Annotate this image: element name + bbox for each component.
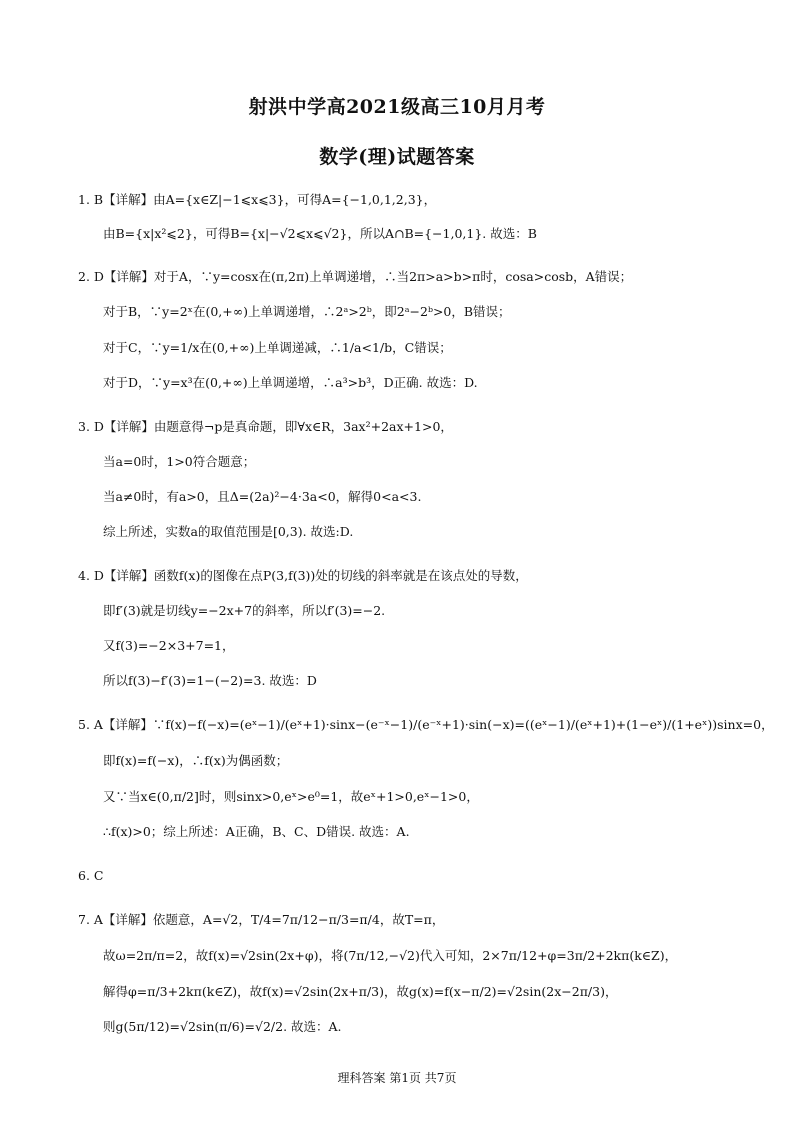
answer-6-line-1: 6. C <box>78 868 104 883</box>
answer-2-line-2: 对于B，∵y=2ˣ在(0,+∞)上单调递增，∴2ᵃ>2ᵇ，即2ᵃ−2ᵇ>0，B错误； <box>103 304 511 319</box>
answer-5-line-2: 即f(x)=f(−x)，∴f(x)为偶函数； <box>103 753 289 768</box>
answer-5-line-3: 又∵当x∈(0,π/2]时，则sinx>0,eˣ>e⁰=1，故eˣ+1>0,eˣ−1>0， <box>103 789 479 804</box>
answer-5-line-4: ∴f(x)>0；综上所述：A正确，B、C、D错误. 故选：A. <box>103 824 410 839</box>
answer-4-line-2: 即f′(3)就是切线y=−2x+7的斜率，所以f′(3)=−2. <box>103 603 386 618</box>
answer-7-line-2: 故ω=2π/π=2，故f(x)=√2sin(2x+φ)，将(7π/12,−√2)代入可知，2×7π/12+φ=3π/2+2kπ(k∈Z)， <box>103 948 678 963</box>
answer-2-line-4: 对于D，∵y=x³在(0,+∞)上单调递增，∴a³>b³，D正确. 故选：D. <box>103 375 478 390</box>
answer-2-line-3: 对于C，∵y=1/x在(0,+∞)上单调递减，∴1/a<1/b，C错误； <box>103 340 452 355</box>
answer-3-line-4: 综上所述，实数a的取值范围是[0,3). 故选:D. <box>103 524 354 539</box>
answer-3-line-1: 3. D【详解】由题意得¬p是真命题，即∀x∈R，3ax²+2ax+1>0， <box>78 419 453 434</box>
answer-7-line-1: 7. A【详解】依题意，A=√2，T/4=7π/12−π/3=π/4，故T=π， <box>78 912 445 927</box>
answer-3-line-2: 当a=0时，1>0符合题意； <box>103 454 256 469</box>
answer-3-line-3: 当a≠0时，有a>0，且Δ=(2a)²−4·3a<0，解得0<a<3. <box>103 489 422 504</box>
page-footer: 理科答案 第1页 共7页 <box>337 1071 457 1085</box>
answer-1-line-1: 1. B【详解】由A={x∈Z|−1⩽x⩽3}，可得A={−1,0,1,2,3}， <box>78 192 437 207</box>
page-subtitle: 数学(理)试题答案 <box>319 146 475 168</box>
answer-7-line-3: 解得φ=π/3+2kπ(k∈Z)，故f(x)=√2sin(2x+π/3)，故g(x)=f(x−π/2)=√2sin(2x−2π/3)， <box>103 984 618 999</box>
answer-2-line-1: 2. D【详解】对于A，∵y=cosx在(π,2π)上单调递增，∴当2π>a>b>π时，cosa>cosb，A错误； <box>78 269 633 284</box>
answer-5-line-1: 5. A【详解】∵f(x)−f(−x)=(eˣ−1)/(eˣ+1)·sinx−(e⁻ˣ−1)/(e⁻ˣ+1)·sin(−x)=((eˣ−1)/(eˣ+1)+(1−eˣ)/(1+eˣ))sinx=0， <box>78 717 774 732</box>
answer-4-line-1: 4. D【详解】函数f(x)的图像在点P(3,f(3))处的切线的斜率就是在该点处的导数， <box>78 568 528 583</box>
answer-1-line-2: 由B={x|x²⩽2}，可得B={x|−√2⩽x⩽√2}，所以A∩B={−1,0,1}. 故选：B <box>103 226 537 241</box>
page-title: 射洪中学高2021级高三10月月考 <box>248 96 546 118</box>
answer-4-line-3: 又f(3)=−2×3+7=1， <box>103 638 235 653</box>
answer-4-line-4: 所以f(3)−f′(3)=1−(−2)=3. 故选：D <box>103 673 317 688</box>
answer-7-line-4: 则g(5π/12)=√2sin(π/6)=√2/2. 故选：A. <box>103 1019 342 1034</box>
